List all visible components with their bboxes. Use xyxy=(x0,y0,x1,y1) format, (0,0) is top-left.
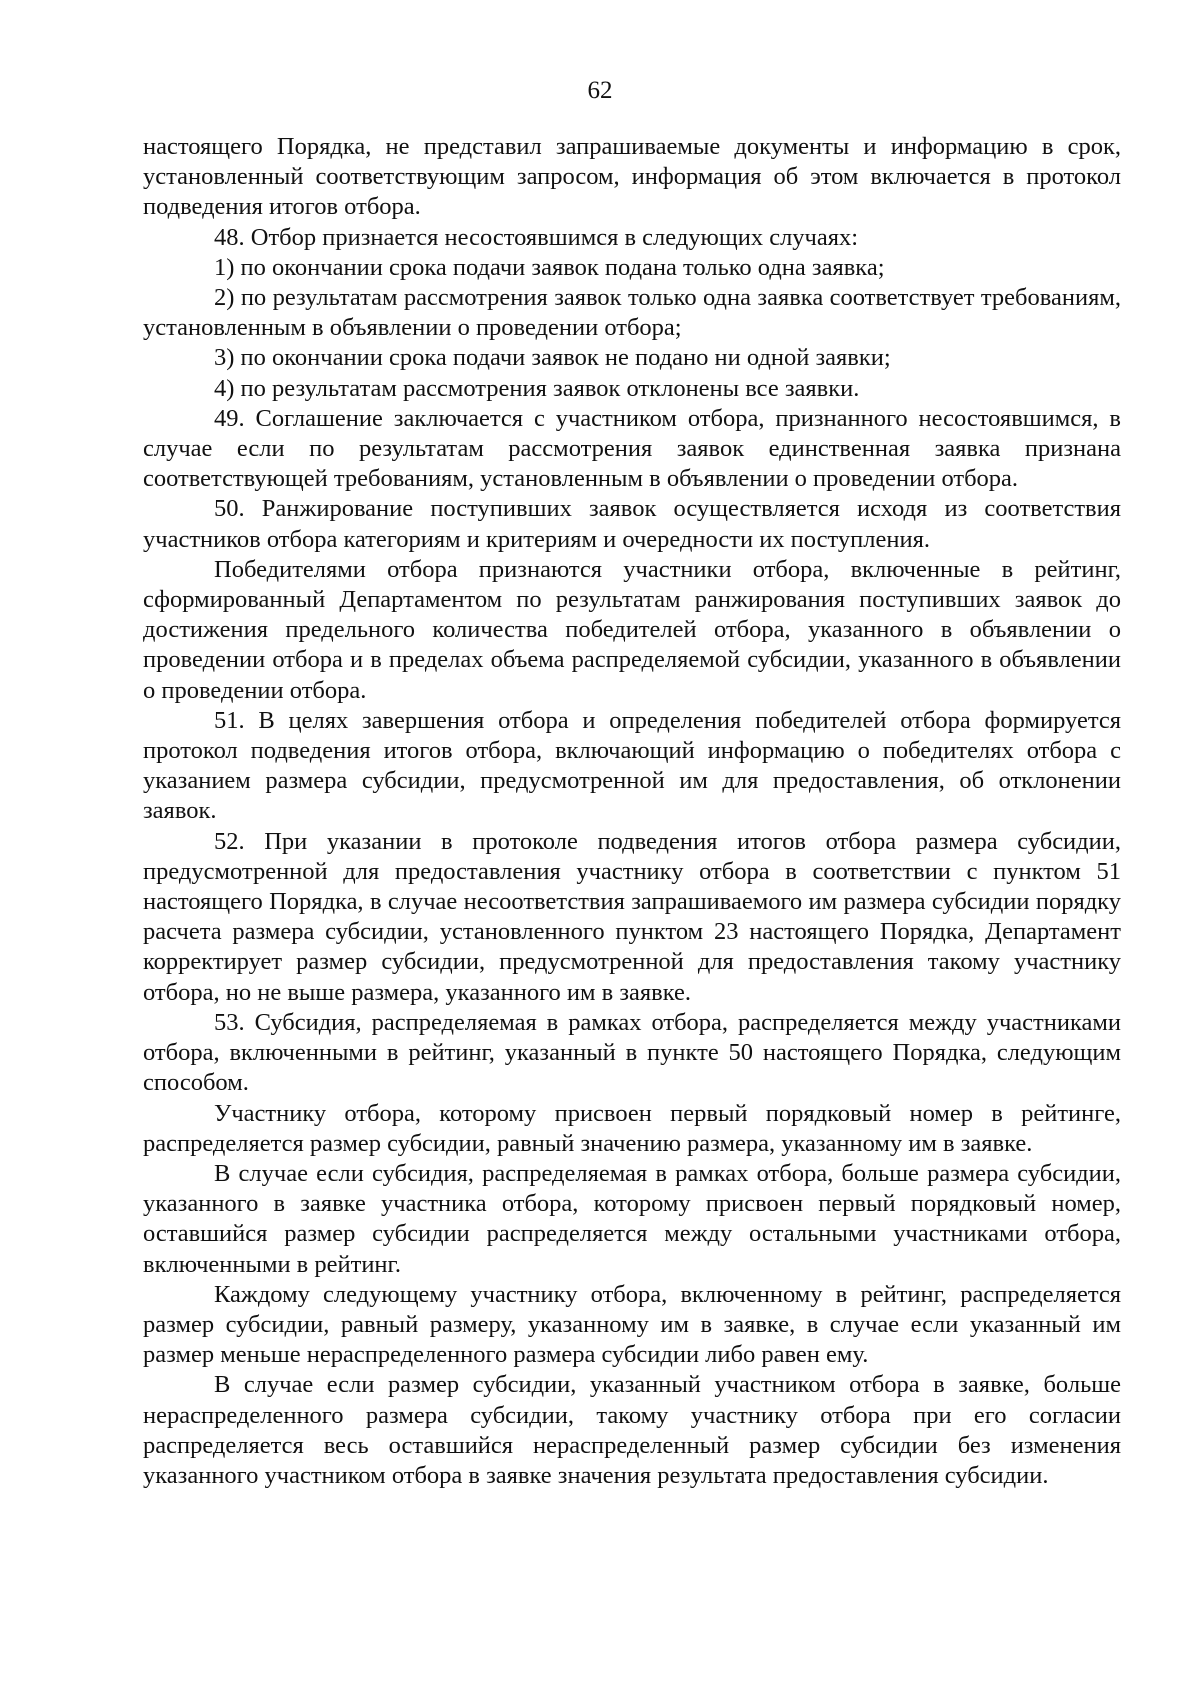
list-item-48-1: 1) по окончании срока подачи заявок подана только одна заявка; xyxy=(214,253,885,281)
paragraph-50: 50. Ранжирование поступивших заявок осуществляется исходя из соответствия участников отбора категориям и критериям и очередности их поступления. xyxy=(143,495,1121,553)
paragraph-53-exceeds: В случае если размер субсидии, указанный участником отбора в заявке, больше нераспределенного размера субсидии, такому участнику отбора при его согласии распределяется весь оставшийся нераспределенный размер субсидии без изменения указанного участником отбора в заявке значения результата предоставления субсидии. xyxy=(143,1371,1121,1489)
list-item-48-4: 4) по результатам рассмотрения заявок отклонены все заявки. xyxy=(214,374,860,402)
paragraph-49: 49. Соглашение заключается с участником отбора, признанного несостоявшимся, в случае если по результатам рассмотрения заявок единственная заявка признана соответствующей требованиям, установленным в объявлении о проведении отбора. xyxy=(143,404,1121,493)
paragraph-52: 52. При указании в протоколе подведения итогов отбора размера субсидии, предусмотренной для предоставления участнику отбора в соответствии с пунктом 51 настоящего Порядка, в случае несоответствия запрашиваемого им размера субсидии порядку расчета размера субсидии, установленного пунктом 23 настоящего Порядка, Департамент корректирует размер субсидии, предусмотренной для предоставления такому участнику отбора, но не выше размера, указанного им в заявке. xyxy=(143,827,1121,1006)
paragraph-51: 51. В целях завершения отбора и определения победителей отбора формируется протокол подведения итогов отбора, включающий информацию о победителях отбора с указанием размера субсидии, предусмотренной им для предоставления, об отклонении заявок. xyxy=(143,706,1121,825)
document-body xyxy=(143,132,1121,1491)
paragraph-50-winners: Победителями отбора признаются участники отбора, включенные в рейтинг, сформированный Департаментом по результатам ранжирования поступивших заявок до достижения предельного количества победителей отбора, указанного в объявлении о проведении отбора и в пределах объема распределяемой субсидии, указанного в объявлении о проведении отбора. xyxy=(143,555,1121,704)
page-number: 62 xyxy=(587,77,613,104)
paragraph-48: 48. Отбор признается несостоявшимся в следующих случаях: xyxy=(214,223,859,251)
list-item-48-3: 3) по окончании срока подачи заявок не подано ни одной заявки; xyxy=(214,344,891,372)
list-item-48-2: 2) по результатам рассмотрения заявок только одна заявка соответствует требованиям, установленным в объявлении о проведении отбора; xyxy=(143,284,1121,342)
paragraph-continuation: настоящего Порядка, не представил запрашиваемые документы и информацию в срок, установленный соответствующим запросом, информация об этом включается в протокол подведения итогов отбора. xyxy=(143,133,1121,221)
paragraph-53-remaining: В случае если субсидия, распределяемая в рамках отбора, больше размера субсидии, указанного в заявке участника отбора, которому присвоен первый порядковый номер, оставшийся размер субсидии распределяется между остальными участниками отбора, включенными в рейтинг. xyxy=(143,1159,1121,1278)
paragraph-53-first-participant: Участнику отбора, которому присвоен первый порядковый номер в рейтинге, распределяется размер субсидии, равный значению размера, указанному им в заявке. xyxy=(143,1099,1121,1157)
paragraph-53-each-next: Каждому следующему участнику отбора, включенному в рейтинг, распределяется размер субсидии, равный размеру, указанному им в заявке, в случае если указанный им размер меньше нераспределенного размера субсидии либо равен ему. xyxy=(143,1280,1121,1369)
paragraph-53: 53. Субсидия, распределяемая в рамках отбора, распределяется между участниками отбора, включенными в рейтинг, указанный в пункте 50 настоящего Порядка, следующим способом. xyxy=(143,1008,1121,1097)
